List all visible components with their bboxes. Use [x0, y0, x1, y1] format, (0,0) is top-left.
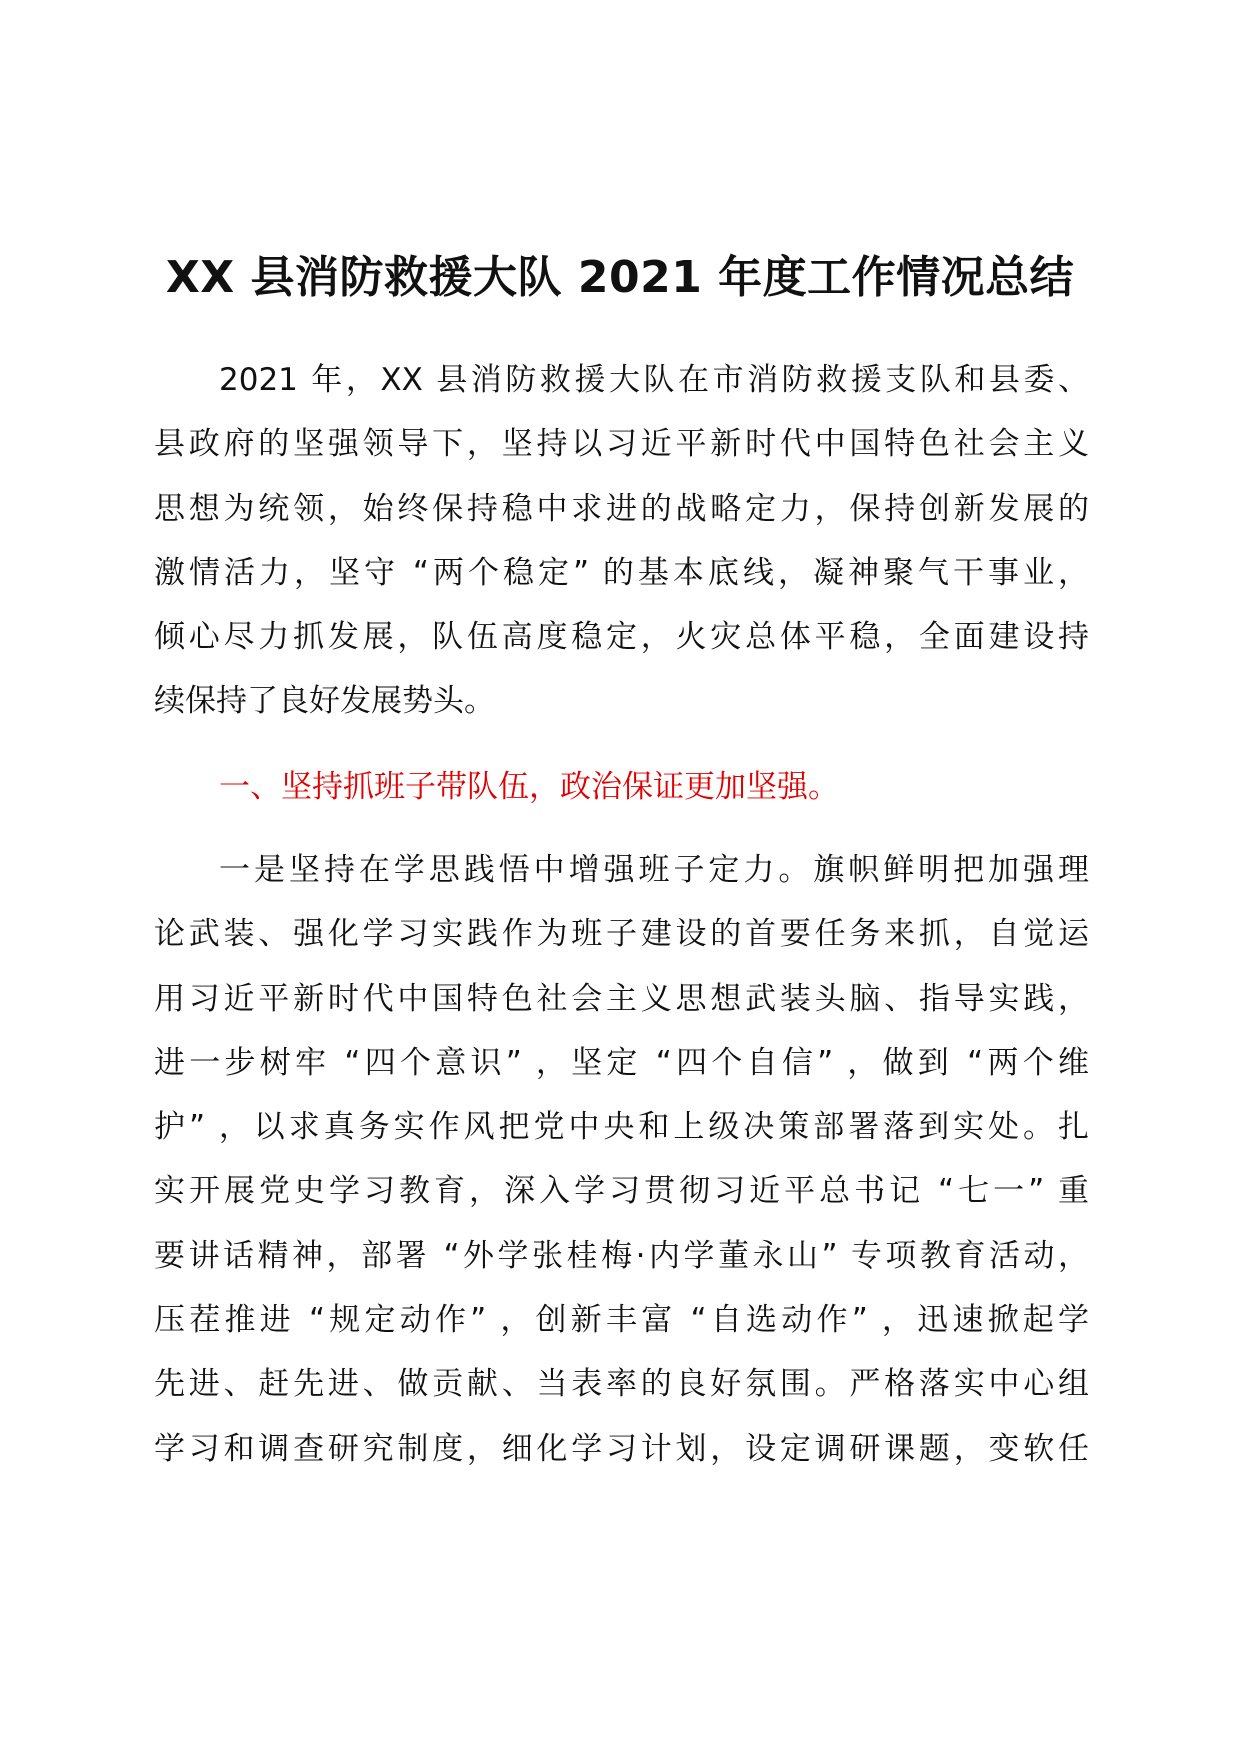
- body-line: 用习近平新时代中国特色社会主义思想武装头脑、指导实践，: [154, 980, 1089, 1017]
- body-paragraph: [154, 838, 1089, 1481]
- body-line: 先进、赶先进、做贡献、当表率的良好氛围。严格落实中心组: [154, 1366, 1089, 1403]
- document-title: XX 县消防救援大队 2021 年度工作情况总结: [165, 252, 1075, 303]
- intro-line: 倾心尽力抓发展，队伍高度稳定，火灾总体平稳，全面建设持: [154, 619, 1089, 656]
- section-heading: 一、坚持抓班子带队伍，政治保证更加坚强。: [219, 769, 839, 805]
- body-line: 压茬推进 “规定动作” ，创新丰富 “自选动作” ，迅速掀起学: [154, 1302, 1089, 1339]
- intro-line: 2021 年，XX 县消防救援大队在市消防救援支队和县委、: [219, 362, 1089, 398]
- intro-line: 续保持了良好发展势头。: [154, 683, 495, 720]
- body-line: 论武装、强化学习实践作为班子建设的首要任务来抓，自觉运: [154, 916, 1089, 953]
- intro-line: 激情活力，坚守 “两个稳定” 的基本底线，凝神聚气干事业，: [154, 554, 1089, 591]
- body-line: 学习和调查研究制度，细化学习计划，设定调研课题，变软任: [154, 1430, 1089, 1467]
- body-line: 实开展党史学习教育，深入学习贯彻习近平总书记 “七一” 重: [154, 1173, 1089, 1210]
- intro-paragraph: [154, 348, 1089, 734]
- body-line: 护” ，以求真务实作风把党中央和上级决策部署落到实处。扎: [154, 1109, 1089, 1146]
- intro-line: 县政府的坚强领导下，坚持以习近平新时代中国特色社会主义: [154, 426, 1089, 463]
- body-line: 要讲话精神，部署 “外学张桂梅·内学董永山” 专项教育活动，: [154, 1237, 1089, 1274]
- intro-line: 思想为统领，始终保持稳中求进的战略定力，保持创新发展的: [154, 490, 1089, 527]
- body-line: 进一步树牢 “四个意识” ，坚定 “四个自信” ，做到 “两个维: [154, 1044, 1089, 1081]
- body-line: 一是坚持在学思践悟中增强班子定力。旗帜鲜明把加强理: [219, 852, 1089, 888]
